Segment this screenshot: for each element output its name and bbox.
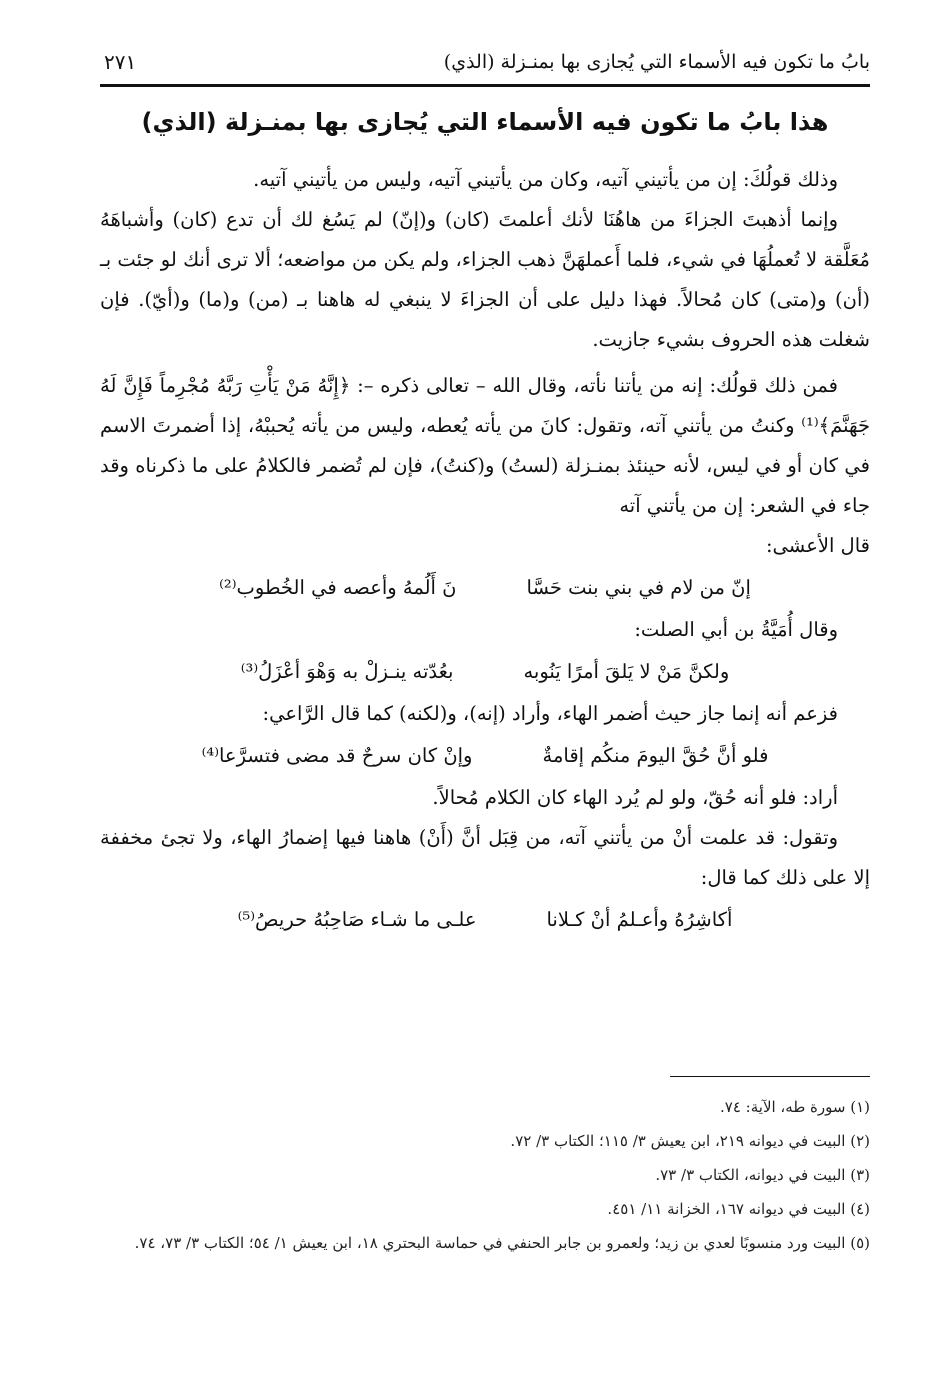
verse-1-first-hemistich: إنّ من لام في بني بنت حَسَّا [526,576,751,599]
paragraph-2: وإنما أذهبتَ الجزاءَ من هاهُنَا لأنك أعلمتَ (كان) و(إنّ) لم يَسُغ لك أن تدع (كان) وأشباهَهُ مُعَلَّقة لا تُعملُهَا في شيء، فلما أَعملهَنَّ ذهب الجزاء، ولم يكن من مواضعه؛ ألا ترى أنك لو جئت بـ (أن) و(متى) كان مُحالاً. فهذا دليل على أن الجزاءَ لا ينبغي له هاهنا بـ (من) و(ما) و(أيّ). فإن شغلت هذه الحروف بشيء جازيت. [100,208,870,351]
paragraph-3: فمن ذلك قولُك: إنه من يأتنا نأته، وقال الله – تعالى ذكره –: ﴿إِنَّهُ مَنْ يَأْتِ رَبَّهُ مُجْرِماً فَإِنَّ لَهُ جَهَنَّمَ﴾⁽¹⁾ وكنتُ من يأتني آته، وتقول: كانَ من يأته يُعطه، وليس من يأته يُحببْهُ، إذا أضمرتَ الاسم في كان أو في ليس، لأنه حينئذ بمنـزلة (لستُ) و(كنتُ)، فإن لم تُضمر فالكلامُ على ما ذكرناه وقد جاء في الشعر: إن من يأتني آته [100,374,870,517]
verse-3-second-hemistich: وإنْ كان سرحٌ قد مضى فتسرَّعا⁽⁴⁾ [201,744,473,767]
verse-2 [100,650,870,694]
verse-intro-1: قال الأعشى: [765,534,870,557]
footnote-5: (٥) البيت ورد منسوبًا لعدي بن زيد؛ ولعمرو بن جابر الحنفي في حماسة البحتري ١٨، ابن يعيش ١/ ٥٤؛ الكتاب ٣/ ٧٣، ٧٤. [134,1234,870,1252]
footnote-separator [670,1076,870,1077]
page-number: ٢٧١ [104,50,137,74]
verse-1 [100,566,870,610]
footnote-2: (٢) البيت في ديوانه ٢١٩، ابن يعيش ٣/ ١١٥؛ الكتاب ٣/ ٧٢. [510,1132,870,1150]
main-text [100,160,870,942]
verse-3-first-hemistich: فلو أنَّ حُقَّ اليومَ منكُم إقامةٌ [542,744,769,767]
paragraph-1: وذلك قولُكَ: إن من يأتيني آتيه، وكان من يأتيني آتيه، وليس من يأتيني آتيه. [253,168,838,191]
footnote-3: (٣) البيت في ديوانه، الكتاب ٣/ ٧٣. [655,1166,870,1184]
footnotes [100,1090,870,1260]
verse-3 [100,734,870,778]
verse-4-first-hemistich: أكاشِرُهُ وأعـلمُ أنْ كـلانا [546,908,733,931]
footnote-1: (١) سورة طه، الآية: ٧٤. [720,1098,870,1116]
verse-2-second-hemistich: بعُدّته ينـزلْ به وَهْوَ أعْزَلُ⁽³⁾ [240,660,454,683]
verse-intro-2: وقال أُمَيَّةُ بن أبي الصلت: [634,618,838,641]
verse-1-second-hemistich: نَ أَلُمهُ وأعصه في الخُطوب⁽²⁾ [219,576,457,599]
verse-4 [100,898,870,942]
paragraph-5: أراد: فلو أنه حُقّ، ولو لم يُرد الهاء كان الكلام مُحالاً. [432,786,838,809]
page-header [100,40,870,87]
chapter-title: هذا بابُ ما تكون فيه الأسماء التي يُجازى بها بمنـزلة (الذي) [141,108,829,136]
verse-2-first-hemistich: ولكنَّ مَنْ لا يَلقَ أمرًا يَنُوبه [523,660,730,683]
verse-4-second-hemistich: علـى ما شـاء صَاحِبُهُ حريصُ⁽⁵⁾ [237,908,477,931]
paragraph-6: وتقول: قد علمت أنْ من يأتني آته، من قِبَل أنَّ (أَنْ) هاهنا فيها إضمارُ الهاء، ولا تجئ مخففة إلا على ذلك كما قال: [100,826,870,889]
book-page [100,0,870,1386]
footnote-4: (٤) البيت في ديوانه ١٦٧، الخزانة ١١/ ٤٥١. [607,1200,870,1218]
running-title: بابُ ما تكون فيه الأسماء التي يُجازى بها بمنـزلة (الذي) [443,51,870,73]
paragraph-4: فزعم أنه إنما جاز حيث أضمر الهاء، وأراد (إنه)، و(لكنه) كما قال الرَّاعي: [262,702,838,725]
